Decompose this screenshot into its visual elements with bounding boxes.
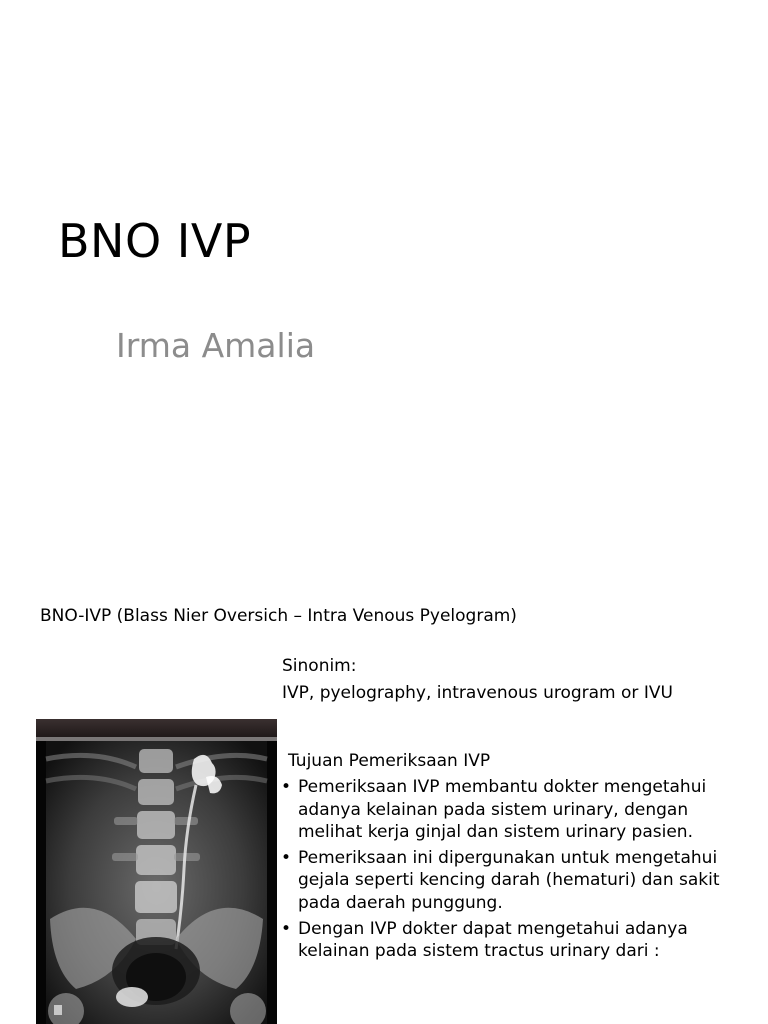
slide-subtitle: Irma Amalia [116,326,316,365]
bullet-icon: • [281,848,292,869]
bullet-icon: • [281,919,292,940]
intro-heading: BNO-IVP (Blass Nier Oversich – Intra Venous Pyelogram) [40,606,517,626]
slide-title: BNO IVP [58,214,252,268]
list-item [281,776,751,843]
purpose-list [281,776,751,962]
synonym-text: IVP, pyelography, intravenous urogram or IVU [282,683,673,703]
purpose-section [281,750,751,967]
list-item-text: Dengan IVP dokter dapat mengetahui adanya kelainan pada sistem tractus urinary dari : [298,919,688,962]
list-item [281,918,751,963]
purpose-title: Tujuan Pemeriksaan IVP [288,751,491,771]
list-item [281,847,751,914]
list-item-text: Pemeriksaan IVP membantu dokter mengetahui adanya kelainan pada sistem urinary, dengan melihat kerja ginjal dan sistem urinary pasien. [298,777,707,842]
xray-image [36,719,277,1024]
synonym-block [282,653,673,707]
bullet-icon: • [281,777,292,798]
synonym-label: Sinonim: [282,656,357,676]
list-item-text: Pemeriksaan ini dipergunakan untuk mengetahui gejala seperti kencing darah (hematuri) dan sakit pada daerah punggung. [298,848,720,913]
